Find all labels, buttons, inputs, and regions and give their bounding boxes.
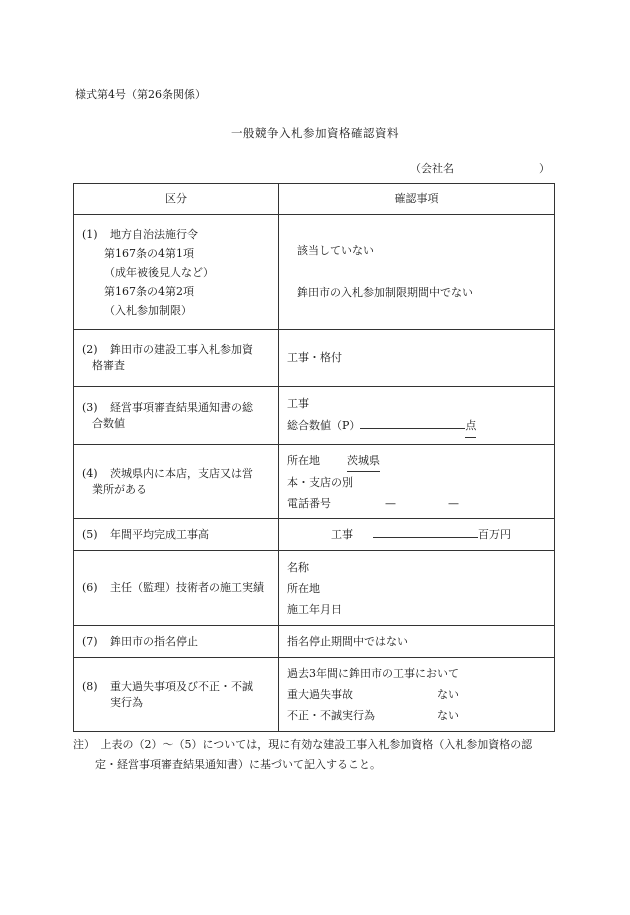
- row-4-num: (4): [82, 466, 98, 480]
- amount-blank[interactable]: [373, 537, 478, 538]
- row-8-text: 重大過失事項及び不正・不誠: [110, 679, 253, 693]
- row-7-num: (7): [82, 634, 98, 648]
- document-title: 一般競争入札参加資格確認資料: [231, 126, 399, 140]
- column-header-items: 確認事項: [279, 184, 555, 215]
- row-6-text: 主任（監理）技術者の施工実績: [110, 581, 264, 594]
- company-label: （会社名: [410, 162, 454, 175]
- confirmation-table: [73, 183, 555, 732]
- row-3-text: 合数値: [92, 416, 125, 430]
- serious-accident-label: 重大過失事故: [287, 688, 353, 701]
- row-1-num: (1): [82, 227, 98, 241]
- misconduct-value: ない: [437, 709, 459, 722]
- row-1-text: 第167条の4第2項: [104, 284, 194, 298]
- construction-date-label: 施工年月日: [287, 602, 342, 616]
- amount-unit: 百万円: [478, 527, 511, 541]
- branch-type-label: 本・支店の別: [287, 475, 353, 489]
- row-3-text: 経営事項審査結果通知書の総: [110, 400, 253, 414]
- project-location-label: 所在地: [287, 581, 320, 595]
- work-label: 工事: [331, 527, 353, 541]
- row-6-category: [74, 551, 279, 626]
- company-name-field: [410, 160, 550, 176]
- row-8-category: [74, 658, 279, 732]
- row-2-text: 鉾田市の建設工事入札参加資: [110, 343, 253, 356]
- row-4-text: 業所がある: [92, 482, 147, 496]
- phone-separator: —: [385, 496, 396, 510]
- row-7-items: [279, 626, 555, 658]
- table-row: [74, 387, 555, 445]
- row-3-item: 工事: [287, 397, 309, 410]
- row-6-num: (6): [82, 581, 98, 594]
- row-7-category: [74, 626, 279, 658]
- row-3-items: [279, 387, 555, 445]
- row-5-text: 年間平均完成工事高: [110, 527, 209, 541]
- footnote-line: 定・経営事項審査結果通知書）に基づいて記入すること。: [95, 758, 381, 771]
- column-header-category: 区分: [74, 184, 279, 215]
- table-header-row: [74, 184, 555, 215]
- row-7-text: 鉾田市の指名停止: [110, 634, 198, 648]
- serious-accident-value: ない: [437, 688, 459, 701]
- table-row: [74, 445, 555, 519]
- row-5-category: [74, 519, 279, 551]
- prefecture-value: 茨城県: [347, 450, 380, 472]
- row-5-num: (5): [82, 527, 98, 541]
- row-6-items: [279, 551, 555, 626]
- table-row: [74, 330, 555, 387]
- project-name-label: 名称: [287, 560, 309, 574]
- row-3-num: (3): [82, 400, 98, 414]
- row-2-item: 工事・格付: [287, 351, 342, 364]
- row-8-text: 実行為: [110, 695, 143, 709]
- row-7-item: 指名停止期間中ではない: [287, 634, 408, 648]
- address-label: 所在地: [287, 453, 320, 467]
- row-1-text: （成年被後見人など）: [104, 265, 214, 279]
- table-row: [74, 519, 555, 551]
- row-2-items: [279, 330, 555, 387]
- table-row: [74, 215, 555, 330]
- row-2-category: [74, 330, 279, 387]
- row-1-item: 鉾田市の入札参加制限期間中でない: [297, 286, 473, 299]
- row-4-items: [279, 445, 555, 519]
- row-1-item: 該当していない: [297, 244, 374, 257]
- row-8-items: [279, 658, 555, 732]
- table-row: [74, 551, 555, 626]
- phone-separator: —: [448, 496, 459, 510]
- row-1-text: （入札参加制限）: [104, 303, 192, 317]
- row-1-text: 地方自治法施行令: [110, 227, 198, 241]
- row-1-items: [279, 215, 555, 330]
- row-1-text: 第167条の4第1項: [104, 246, 194, 260]
- row-8-num: (8): [82, 679, 98, 693]
- row-4-category: [74, 445, 279, 519]
- footnote-line: 注） 上表の（2）～（5）については，現に有効な建設工事入札参加資格（入札参加資格の認: [73, 738, 533, 751]
- table-row: [74, 658, 555, 732]
- row-3-category: [74, 387, 279, 445]
- phone-label: 電話番号: [287, 496, 331, 510]
- company-close-paren: ）: [539, 162, 550, 175]
- row-2-num: (2): [82, 343, 98, 356]
- row-5-items: [279, 519, 555, 551]
- past-3-years-label: 過去3年間に鉾田市の工事において: [287, 667, 459, 680]
- table-row: [74, 626, 555, 658]
- total-score-blank[interactable]: [360, 428, 465, 429]
- score-unit: 点: [465, 415, 476, 438]
- row-1-category: [74, 215, 279, 330]
- row-4-text: 茨城県内に本店，支店又は営: [110, 466, 253, 480]
- misconduct-label: 不正・不誠実行為: [287, 709, 375, 722]
- total-score-label: 総合数値（P）: [287, 419, 361, 432]
- row-2-text: 格審査: [92, 359, 125, 372]
- footnote: [73, 735, 558, 775]
- form-number: 様式第4号（第26条関係）: [75, 88, 206, 101]
